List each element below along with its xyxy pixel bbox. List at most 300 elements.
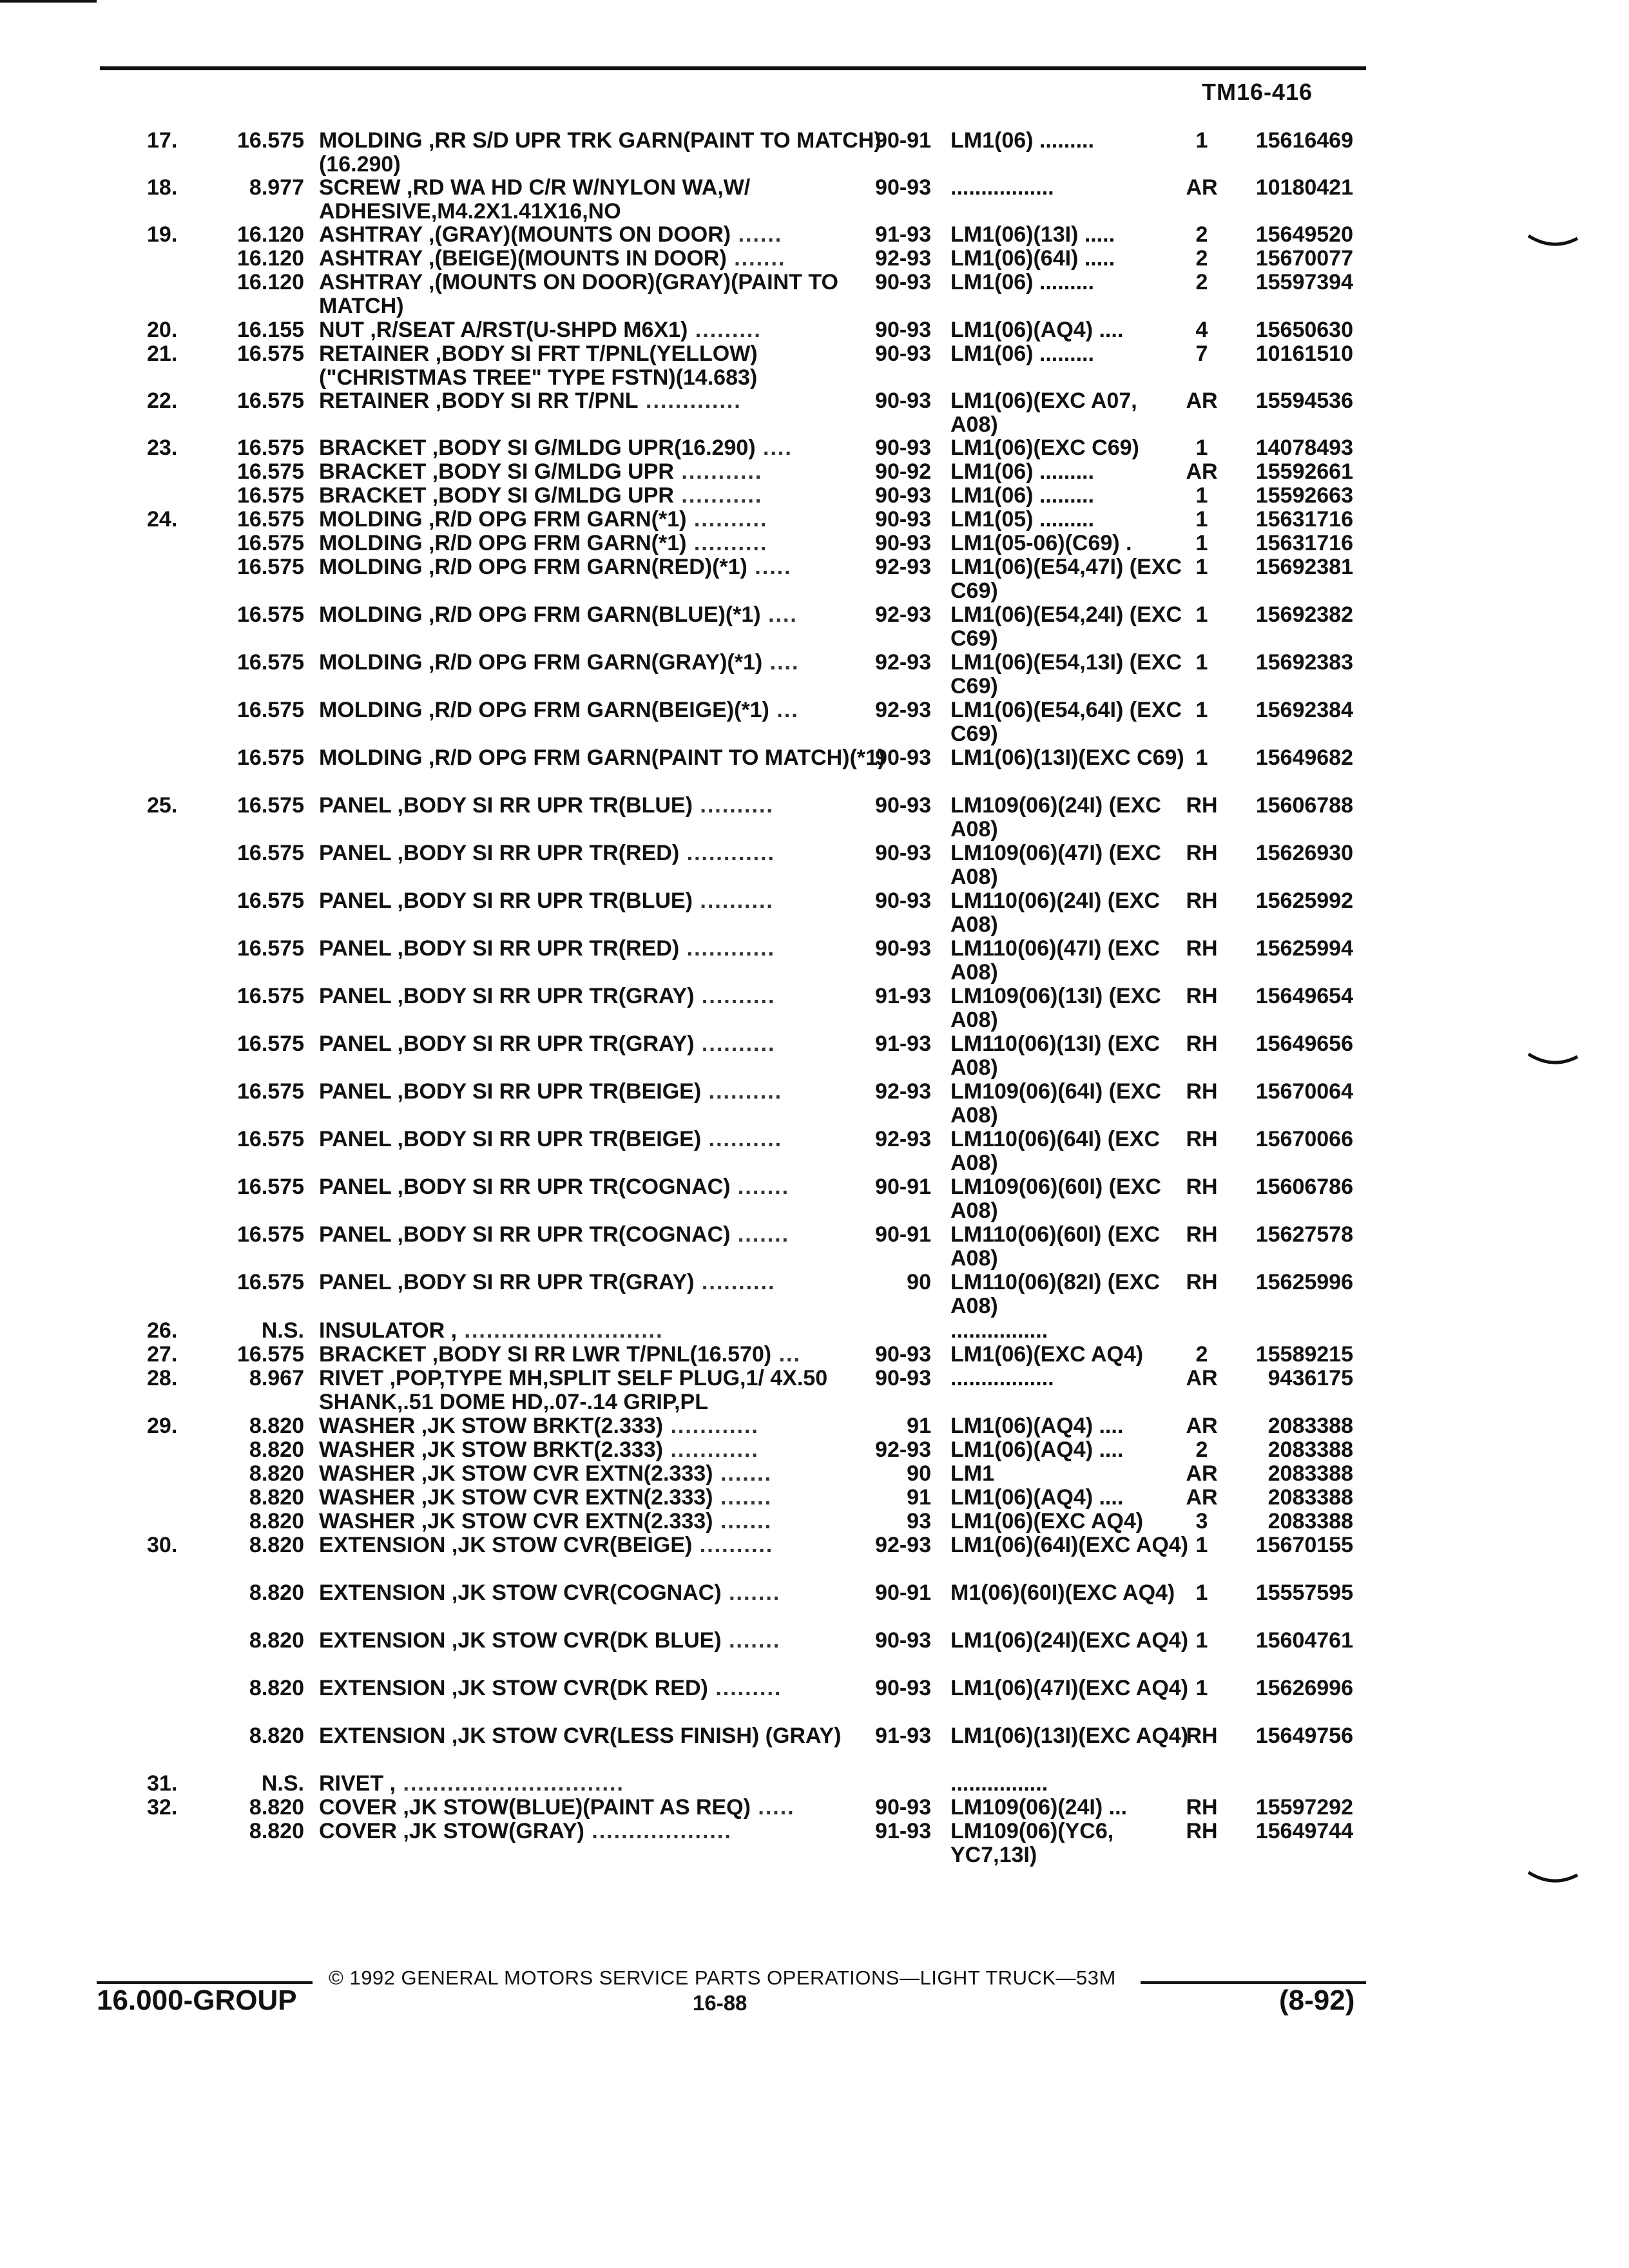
part-description bbox=[319, 1367, 886, 1414]
quantity: RH bbox=[1186, 1270, 1218, 1294]
group-number: 16.575 bbox=[237, 745, 304, 770]
description-text: BRACKET ,BODY SI G/MLDG UPR bbox=[319, 459, 674, 484]
binder-mark-icon bbox=[1527, 1050, 1579, 1076]
leader-dots: .... bbox=[760, 602, 798, 627]
part-number: 15594536 bbox=[1255, 389, 1353, 413]
model-usage bbox=[950, 436, 1189, 460]
part-description bbox=[319, 1820, 886, 1843]
model-usage bbox=[950, 532, 1189, 555]
leader-dots: ....... bbox=[721, 1628, 781, 1653]
part-description bbox=[319, 1486, 886, 1510]
leader-dots: .... bbox=[1093, 1414, 1124, 1438]
item-number: 25. bbox=[147, 793, 178, 818]
model-years: 90-93 bbox=[875, 389, 931, 413]
leader-dots: ... bbox=[769, 698, 799, 722]
description-text: NUT ,R/SEAT A/RST(U-SHPD M6X1) bbox=[319, 318, 688, 342]
group-number: 16.575 bbox=[237, 793, 304, 818]
part-row bbox=[0, 1820, 1629, 1867]
item-number: 32. bbox=[147, 1795, 178, 1820]
leader-dots: .... bbox=[1093, 318, 1124, 342]
part-description bbox=[319, 1080, 886, 1104]
description-text: PANEL ,BODY SI RR UPR TR(BEIGE) bbox=[319, 1127, 702, 1151]
group-number: 16.575 bbox=[237, 1342, 304, 1367]
part-description bbox=[319, 389, 886, 413]
leader-dots: ......... bbox=[1033, 341, 1094, 366]
page-number: 16-88 bbox=[693, 1991, 747, 2015]
description-text: WASHER ,JK STOW BRKT(2.333) bbox=[319, 1437, 664, 1462]
description-text: MOLDING ,R/D OPG FRM GARN(*1) bbox=[319, 531, 687, 555]
quantity: RH bbox=[1186, 889, 1218, 913]
leader-dots: ................. bbox=[950, 175, 1054, 200]
leader-dots: .... bbox=[755, 436, 793, 460]
group-number: 16.575 bbox=[237, 128, 304, 153]
model-usage bbox=[950, 508, 1189, 532]
part-number: 15625992 bbox=[1255, 889, 1353, 913]
item-number: 19. bbox=[147, 222, 178, 247]
part-row bbox=[0, 555, 1629, 603]
leader-dots: ....... bbox=[713, 1485, 773, 1510]
model-text: LM1(06)(AQ4) bbox=[950, 1485, 1094, 1510]
group-number: 16.575 bbox=[237, 698, 304, 722]
model-usage bbox=[950, 1486, 1189, 1510]
part-row bbox=[0, 1724, 1629, 1772]
model-usage bbox=[950, 794, 1189, 841]
model-usage bbox=[950, 1080, 1189, 1128]
quantity: 1 bbox=[1195, 650, 1208, 675]
item-number: 28. bbox=[147, 1366, 178, 1390]
part-description bbox=[319, 436, 886, 460]
item-number: 31. bbox=[147, 1771, 178, 1796]
model-text: LM110(06)(13I) (EXC A08) bbox=[950, 1032, 1160, 1080]
quantity: 1 bbox=[1195, 1628, 1208, 1653]
quantity: 1 bbox=[1195, 531, 1208, 555]
part-description bbox=[319, 484, 886, 508]
part-description bbox=[319, 603, 886, 627]
leader-dots: ............ bbox=[663, 1437, 759, 1462]
group-number: 8.820 bbox=[249, 1485, 304, 1510]
model-usage bbox=[950, 129, 1189, 153]
binder-mark-icon bbox=[1527, 232, 1579, 258]
group-number: 8.820 bbox=[249, 1724, 304, 1748]
model-years: 90-93 bbox=[875, 507, 931, 532]
model-years: 90-93 bbox=[875, 1795, 931, 1820]
part-number: 15592661 bbox=[1255, 459, 1353, 484]
leader-dots: ..... bbox=[750, 1795, 795, 1820]
group-number: 16.575 bbox=[237, 936, 304, 961]
part-description bbox=[319, 1319, 886, 1343]
model-years: 90-93 bbox=[875, 745, 931, 770]
model-usage bbox=[950, 1319, 1189, 1343]
part-row bbox=[0, 841, 1629, 889]
leader-dots: ........................... bbox=[457, 1318, 664, 1343]
group-number: 8.820 bbox=[249, 1581, 304, 1605]
leader-dots: ...... bbox=[731, 222, 783, 247]
model-text: LM1(06)(AQ4) bbox=[950, 1437, 1094, 1462]
description-text: MOLDING ,R/D OPG FRM GARN(BEIGE)(*1) bbox=[319, 698, 769, 722]
model-text: LM1(05) bbox=[950, 507, 1034, 532]
model-text: LM109(06)(60I) (EXC A08) bbox=[950, 1175, 1161, 1223]
quantity: RH bbox=[1186, 936, 1218, 961]
description-text: SCREW ,RD WA HD C/R W/NYLON WA,W/ ADHESIVE,M4.2X1.41X16,NO bbox=[319, 175, 751, 224]
model-text: LM1(06)(E54,24I) (EXC C69) bbox=[950, 602, 1182, 651]
part-number: 2083388 bbox=[1268, 1509, 1353, 1533]
model-years: 90-93 bbox=[875, 841, 931, 865]
model-text: LM1(06) bbox=[950, 128, 1034, 153]
quantity: 1 bbox=[1195, 745, 1208, 770]
model-usage bbox=[950, 1533, 1189, 1557]
quantity: 1 bbox=[1195, 1676, 1208, 1700]
model-usage bbox=[950, 603, 1189, 651]
model-usage bbox=[950, 460, 1189, 484]
model-years: 92-93 bbox=[875, 555, 931, 579]
leader-dots: ......... bbox=[1033, 459, 1094, 484]
part-number: 15631716 bbox=[1255, 531, 1353, 555]
part-description bbox=[319, 651, 886, 675]
quantity: RH bbox=[1186, 841, 1218, 865]
part-number: 15692381 bbox=[1255, 555, 1353, 579]
group-number: 16.575 bbox=[237, 889, 304, 913]
part-number: 15625996 bbox=[1255, 1270, 1353, 1294]
model-usage bbox=[950, 555, 1189, 603]
quantity: 1 bbox=[1195, 483, 1208, 508]
part-description bbox=[319, 271, 886, 318]
model-years: 91-93 bbox=[875, 984, 931, 1008]
model-text: LM1(06)(47I)(EXC AQ4) bbox=[950, 1676, 1189, 1700]
quantity: 3 bbox=[1195, 1509, 1208, 1533]
model-text: LM1(06) bbox=[950, 459, 1034, 484]
quantity: RH bbox=[1186, 793, 1218, 818]
description-text: PANEL ,BODY SI RR UPR TR(GRAY) bbox=[319, 984, 695, 1008]
description-text: WASHER ,JK STOW BRKT(2.333) bbox=[319, 1414, 664, 1438]
model-usage bbox=[950, 1796, 1189, 1820]
quantity: 1 bbox=[1195, 1533, 1208, 1557]
model-usage bbox=[950, 1223, 1189, 1271]
model-text: LM110(06)(60I) (EXC A08) bbox=[950, 1222, 1160, 1271]
model-text: LM1(06)(E54,47I) (EXC C69) bbox=[950, 555, 1182, 603]
leader-dots: ................. bbox=[950, 1366, 1054, 1390]
leader-dots: ....... bbox=[713, 1509, 773, 1533]
group-number: 8.820 bbox=[249, 1509, 304, 1533]
model-years: 90-91 bbox=[875, 128, 931, 153]
model-text: LM1(06)(E54,13I) (EXC C69) bbox=[950, 650, 1182, 698]
description-text: PANEL ,BODY SI RR UPR TR(RED) bbox=[319, 936, 680, 961]
part-description bbox=[319, 1510, 886, 1533]
model-years: 90-93 bbox=[875, 1366, 931, 1390]
part-description bbox=[319, 318, 886, 342]
leader-dots: .......... bbox=[686, 531, 768, 555]
part-number: 15649682 bbox=[1255, 745, 1353, 770]
quantity: AR bbox=[1186, 1461, 1218, 1486]
quantity: 1 bbox=[1195, 1581, 1208, 1605]
model-years: 90 bbox=[907, 1270, 931, 1294]
part-row bbox=[0, 1533, 1629, 1581]
model-usage bbox=[950, 1581, 1189, 1605]
part-row bbox=[0, 889, 1629, 937]
model-text: LM109(06)(13I) (EXC A08) bbox=[950, 984, 1161, 1032]
model-years: 90-93 bbox=[875, 793, 931, 818]
model-usage bbox=[950, 937, 1189, 985]
footer-rule-left bbox=[97, 1981, 313, 1984]
item-number: 24. bbox=[147, 507, 178, 532]
group-number: 8.820 bbox=[249, 1819, 304, 1843]
part-description bbox=[319, 985, 886, 1008]
description-text: PANEL ,BODY SI RR UPR TR(RED) bbox=[319, 841, 680, 865]
quantity: RH bbox=[1186, 1795, 1218, 1820]
model-years: 90-91 bbox=[875, 1581, 931, 1605]
part-row bbox=[0, 1271, 1629, 1318]
quantity: 1 bbox=[1195, 555, 1208, 579]
model-usage bbox=[950, 223, 1189, 247]
part-description bbox=[319, 1271, 886, 1294]
quantity: 1 bbox=[1195, 698, 1208, 722]
model-years: 91-93 bbox=[875, 1032, 931, 1056]
quantity: AR bbox=[1186, 459, 1218, 484]
model-usage bbox=[950, 1414, 1189, 1438]
quantity: RH bbox=[1186, 1032, 1218, 1056]
part-number: 2083388 bbox=[1268, 1461, 1353, 1486]
description-text: PANEL ,BODY SI RR UPR TR(GRAY) bbox=[319, 1270, 695, 1294]
part-row bbox=[0, 1629, 1629, 1677]
corner-mark bbox=[0, 0, 97, 3]
group-number: 16.575 bbox=[237, 507, 304, 532]
part-description bbox=[319, 342, 886, 390]
item-number: 27. bbox=[147, 1342, 178, 1367]
part-number: 2083388 bbox=[1268, 1437, 1353, 1462]
description-text: MOLDING ,R/D OPG FRM GARN(RED)(*1) bbox=[319, 555, 747, 579]
model-text: LM1(06)(EXC AQ4) bbox=[950, 1342, 1144, 1367]
leader-dots: ................ bbox=[950, 1771, 1048, 1796]
part-number: 15589215 bbox=[1255, 1342, 1353, 1367]
part-number: 15670066 bbox=[1255, 1127, 1353, 1151]
model-usage bbox=[950, 1343, 1189, 1367]
leader-dots: ............ bbox=[679, 841, 775, 865]
model-years: 92-93 bbox=[875, 698, 931, 722]
group-number: 8.820 bbox=[249, 1461, 304, 1486]
part-number: 2083388 bbox=[1268, 1414, 1353, 1438]
part-number: 15649520 bbox=[1255, 222, 1353, 247]
leader-dots: ............ bbox=[679, 936, 775, 961]
part-number: 15650630 bbox=[1255, 318, 1353, 342]
part-description bbox=[319, 794, 886, 818]
item-number: 22. bbox=[147, 389, 178, 413]
model-years: 91-93 bbox=[875, 222, 931, 247]
leader-dots: ... bbox=[771, 1342, 801, 1367]
model-text: LM110(06)(47I) (EXC A08) bbox=[950, 936, 1160, 985]
description-text: COVER ,JK STOW(BLUE)(PAINT AS REQ) bbox=[319, 1795, 751, 1820]
model-years: 92-93 bbox=[875, 1437, 931, 1462]
binder-mark-icon bbox=[1527, 1869, 1579, 1894]
leader-dots: .......... bbox=[701, 1079, 783, 1104]
copyright-notice: © 1992 GENERAL MOTORS SERVICE PARTS OPERATIONS—LIGHT TRUCK—53M bbox=[329, 1966, 1116, 1989]
part-row bbox=[0, 129, 1629, 177]
group-label: 16.000-GROUP bbox=[97, 1984, 297, 2016]
model-usage bbox=[950, 1128, 1189, 1175]
description-text: EXTENSION ,JK STOW CVR(DK RED) bbox=[319, 1676, 708, 1700]
description-text: WASHER ,JK STOW CVR EXTN(2.333) bbox=[319, 1461, 713, 1486]
model-years: 90-91 bbox=[875, 1175, 931, 1199]
quantity: 2 bbox=[1195, 1437, 1208, 1462]
model-usage bbox=[950, 1820, 1189, 1867]
part-number: 15626996 bbox=[1255, 1676, 1353, 1700]
part-row bbox=[0, 698, 1629, 746]
model-usage bbox=[950, 1032, 1189, 1080]
model-years: 90-93 bbox=[875, 1676, 931, 1700]
description-text: ASHTRAY ,(BEIGE)(MOUNTS IN DOOR) bbox=[319, 246, 727, 271]
part-number: 10180421 bbox=[1255, 175, 1353, 200]
group-number: N.S. bbox=[261, 1771, 304, 1796]
quantity: 2 bbox=[1195, 246, 1208, 271]
model-years: 92-93 bbox=[875, 650, 931, 675]
quantity: 4 bbox=[1195, 318, 1208, 342]
part-description bbox=[319, 1533, 886, 1557]
model-years: 90-93 bbox=[875, 1342, 931, 1367]
part-description bbox=[319, 460, 886, 484]
leader-dots: ....... bbox=[713, 1461, 773, 1486]
group-number: 8.820 bbox=[249, 1414, 304, 1438]
group-number: 16.575 bbox=[237, 555, 304, 579]
group-number: 16.575 bbox=[237, 1222, 304, 1247]
leader-dots: .......... bbox=[692, 793, 774, 818]
group-number: 8.820 bbox=[249, 1437, 304, 1462]
model-usage bbox=[950, 389, 1189, 437]
model-usage bbox=[950, 1462, 1189, 1486]
leader-dots: .... bbox=[1093, 1485, 1124, 1510]
quantity: 1 bbox=[1195, 507, 1208, 532]
leader-dots: ......... bbox=[1033, 483, 1094, 508]
group-number: 16.575 bbox=[237, 1270, 304, 1294]
leader-dots: ......... bbox=[1033, 507, 1094, 532]
model-text: LM109(06)(YC6, YC7,13I) bbox=[950, 1819, 1114, 1867]
model-usage bbox=[950, 889, 1189, 937]
model-usage bbox=[950, 651, 1189, 698]
group-number: 16.120 bbox=[237, 270, 304, 294]
model-usage bbox=[950, 1510, 1189, 1533]
model-text: LM1(06)(E54,64I) (EXC C69) bbox=[950, 698, 1182, 746]
group-number: N.S. bbox=[261, 1318, 304, 1343]
model-years: 90-93 bbox=[875, 483, 931, 508]
leader-dots: ....... bbox=[730, 1222, 790, 1247]
part-row bbox=[0, 342, 1629, 390]
part-description bbox=[319, 532, 886, 555]
description-text: MOLDING ,R/D OPG FRM GARN(GRAY)(*1) bbox=[319, 650, 763, 675]
part-number: 15597394 bbox=[1255, 270, 1353, 294]
part-number: 15649654 bbox=[1255, 984, 1353, 1008]
group-number: 16.575 bbox=[237, 1175, 304, 1199]
part-number: 15670155 bbox=[1255, 1533, 1353, 1557]
model-years: 90-93 bbox=[875, 889, 931, 913]
item-number: 18. bbox=[147, 175, 178, 200]
model-years: 93 bbox=[907, 1509, 931, 1533]
model-text: LM1 bbox=[950, 1461, 994, 1486]
description-text: RIVET , bbox=[319, 1771, 396, 1796]
description-text: PANEL ,BODY SI RR UPR TR(COGNAC) bbox=[319, 1222, 731, 1247]
model-usage bbox=[950, 1367, 1189, 1390]
leader-dots: .... bbox=[1093, 1437, 1124, 1462]
part-description bbox=[319, 698, 886, 722]
model-years: 92-93 bbox=[875, 1533, 931, 1557]
manual-code: TM16-416 bbox=[1202, 79, 1313, 105]
part-row bbox=[0, 1367, 1629, 1414]
leader-dots: ........... bbox=[673, 459, 763, 484]
model-usage bbox=[950, 1772, 1189, 1796]
group-number: 16.575 bbox=[237, 389, 304, 413]
part-description bbox=[319, 1724, 886, 1748]
group-number: 16.575 bbox=[237, 841, 304, 865]
quantity: AR bbox=[1186, 1414, 1218, 1438]
model-text: LM1(06) bbox=[950, 483, 1034, 508]
part-description bbox=[319, 1343, 886, 1367]
item-number: 21. bbox=[147, 341, 178, 366]
part-description bbox=[319, 247, 886, 271]
model-usage bbox=[950, 1271, 1189, 1318]
part-number: 15625994 bbox=[1255, 936, 1353, 961]
leader-dots: ............ bbox=[663, 1414, 759, 1438]
model-text: LM110(06)(24I) (EXC A08) bbox=[950, 889, 1160, 937]
part-description bbox=[319, 1223, 886, 1247]
model-usage bbox=[950, 1175, 1189, 1223]
leader-dots: .......... bbox=[692, 889, 774, 913]
model-text: LM1(06)(13I) bbox=[950, 222, 1079, 247]
part-number: 15692383 bbox=[1255, 650, 1353, 675]
quantity: AR bbox=[1186, 1485, 1218, 1510]
description-text: ASHTRAY ,(GRAY)(MOUNTS ON DOOR) bbox=[319, 222, 731, 247]
part-number: 15649744 bbox=[1255, 1819, 1353, 1843]
part-row bbox=[0, 1032, 1629, 1080]
model-years: 90-93 bbox=[875, 936, 931, 961]
description-text: MOLDING ,RR S/D UPR TRK GARN(PAINT TO MATCH)(16.290) bbox=[319, 128, 882, 177]
group-number: 16.120 bbox=[237, 222, 304, 247]
part-description bbox=[319, 889, 886, 913]
model-usage bbox=[950, 342, 1189, 366]
part-number: 15670077 bbox=[1255, 246, 1353, 271]
model-years: 90-93 bbox=[875, 318, 931, 342]
leader-dots: .... bbox=[762, 650, 800, 675]
model-usage bbox=[950, 484, 1189, 508]
part-number: 15692382 bbox=[1255, 602, 1353, 627]
group-number: 16.575 bbox=[237, 483, 304, 508]
part-number: 2083388 bbox=[1268, 1485, 1353, 1510]
part-description bbox=[319, 1175, 886, 1199]
quantity: RH bbox=[1186, 1127, 1218, 1151]
quantity: 2 bbox=[1195, 222, 1208, 247]
quantity: RH bbox=[1186, 984, 1218, 1008]
group-number: 16.575 bbox=[237, 650, 304, 675]
model-text: LM1(06)(13I)(EXC C69) bbox=[950, 745, 1184, 770]
model-text: LM1(06)(AQ4) bbox=[950, 318, 1094, 342]
top-rule bbox=[100, 66, 1366, 70]
description-text: ASHTRAY ,(MOUNTS ON DOOR)(GRAY)(PAINT TO MATCH) bbox=[319, 270, 838, 318]
model-usage bbox=[950, 318, 1189, 342]
part-description bbox=[319, 1581, 886, 1605]
model-text: LM109(06)(64I) (EXC A08) bbox=[950, 1079, 1161, 1128]
leader-dots: ................ bbox=[950, 1318, 1048, 1343]
description-text: COVER ,JK STOW(GRAY) bbox=[319, 1819, 584, 1843]
leader-dots: ............. bbox=[638, 389, 742, 413]
part-number: 15606788 bbox=[1255, 793, 1353, 818]
model-years: 90-92 bbox=[875, 459, 931, 484]
part-description bbox=[319, 1128, 886, 1151]
part-row bbox=[0, 1223, 1629, 1271]
group-number: 16.575 bbox=[237, 436, 304, 460]
model-years: 90-91 bbox=[875, 1222, 931, 1247]
part-description bbox=[319, 1629, 886, 1653]
leader-dots: .......... bbox=[692, 1533, 774, 1557]
part-number: 15557595 bbox=[1255, 1581, 1353, 1605]
description-text: MOLDING ,R/D OPG FRM GARN(PAINT TO MATCH)(*1) bbox=[319, 745, 885, 770]
model-text: LM1(06)(24I)(EXC AQ4) bbox=[950, 1628, 1189, 1653]
model-text: LM1(06)(64I)(EXC AQ4) bbox=[950, 1533, 1189, 1557]
leader-dots: ................... bbox=[584, 1819, 732, 1843]
